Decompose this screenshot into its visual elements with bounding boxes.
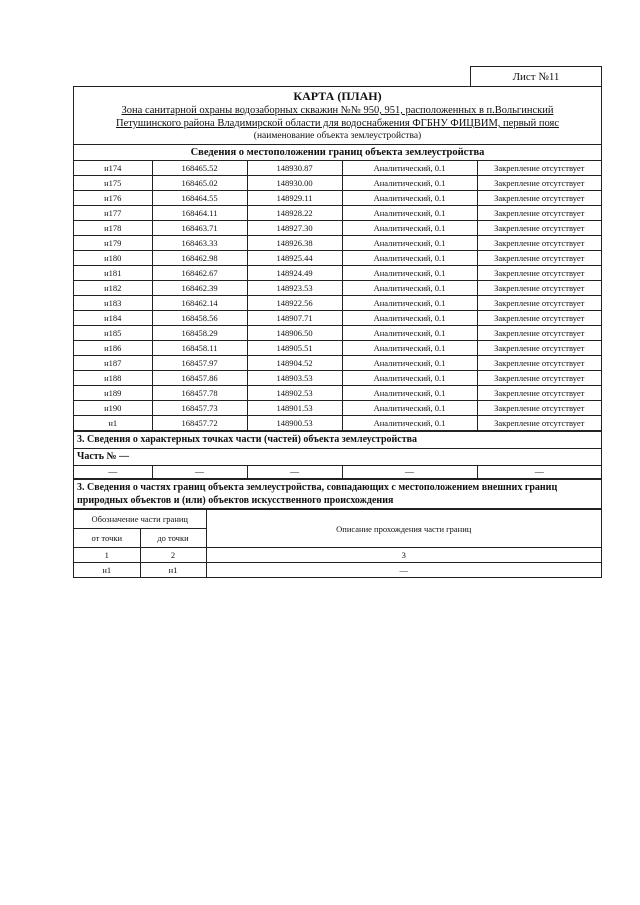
point-id-cell: н181 — [74, 266, 152, 281]
point-id-cell: н182 — [74, 281, 152, 296]
boundary-points-table — [74, 161, 601, 431]
table-row — [74, 296, 601, 311]
fixation-cell: Закрепление отсутствует — [477, 386, 601, 401]
y-coordinate-cell: 148906.50 — [247, 326, 342, 341]
point-id-cell: н186 — [74, 341, 152, 356]
point-id-cell: н1 — [74, 416, 152, 431]
part-cell: — — [152, 466, 247, 479]
method-accuracy-cell: Аналитический, 0.1 — [342, 251, 477, 266]
table-row — [74, 311, 601, 326]
part-points-row — [74, 466, 601, 479]
x-coordinate-cell: 168463.33 — [152, 236, 247, 251]
table-row — [74, 251, 601, 266]
x-coordinate-cell: 168462.67 — [152, 266, 247, 281]
x-coordinate-cell: 168464.55 — [152, 191, 247, 206]
x-coordinate-cell: 168465.02 — [152, 176, 247, 191]
fixation-cell: Закрепление отсутствует — [477, 281, 601, 296]
object-name-line-1: Зона санитарной охраны водозаборных скважин №№ 950, 951, расположенных в п.Вольгинский — [121, 105, 554, 116]
fixation-cell: Закрепление отсутствует — [477, 251, 601, 266]
y-coordinate-cell: 148905.51 — [247, 341, 342, 356]
y-coordinate-cell: 148924.49 — [247, 266, 342, 281]
natural-boundaries-heading: 3. Сведения о частях границ объекта землеустройства, совпадающих с местоположением внешних границ природных объектов и (или) объектов искусственного происхождения — [74, 479, 601, 509]
y-coordinate-cell: 148930.87 — [247, 161, 342, 176]
point-id-cell: н189 — [74, 386, 152, 401]
table-row — [74, 386, 601, 401]
method-accuracy-cell: Аналитический, 0.1 — [342, 176, 477, 191]
x-coordinate-cell: 168465.52 — [152, 161, 247, 176]
table-row — [74, 206, 601, 221]
part-number-label: Часть № — — [77, 451, 130, 462]
x-coordinate-cell: 168457.78 — [152, 386, 247, 401]
method-accuracy-cell: Аналитический, 0.1 — [342, 206, 477, 221]
x-coordinate-cell: 168458.29 — [152, 326, 247, 341]
y-coordinate-cell: 148925.44 — [247, 251, 342, 266]
method-accuracy-cell: Аналитический, 0.1 — [342, 221, 477, 236]
fixation-cell: Закрепление отсутствует — [477, 296, 601, 311]
part-cell: — — [477, 466, 601, 479]
fixation-cell: Закрепление отсутствует — [477, 356, 601, 371]
fixation-cell: Закрепление отсутствует — [477, 371, 601, 386]
x-coordinate-cell: 168463.71 — [152, 221, 247, 236]
x-coordinate-cell: 168457.97 — [152, 356, 247, 371]
to-point-header: до точки — [140, 529, 206, 548]
boundary-location-heading: Сведения о местоположении границ объекта землеустройства — [74, 145, 601, 161]
fixation-cell: Закрепление отсутствует — [477, 266, 601, 281]
table-row — [74, 563, 601, 578]
y-coordinate-cell: 148923.53 — [247, 281, 342, 296]
fixation-cell: Закрепление отсутствует — [477, 311, 601, 326]
fixation-cell: Закрепление отсутствует — [477, 341, 601, 356]
from-point-header: от точки — [74, 529, 140, 548]
method-accuracy-cell: Аналитический, 0.1 — [342, 161, 477, 176]
point-id-cell: н179 — [74, 236, 152, 251]
document-title: КАРТА (ПЛАН) — [293, 89, 382, 103]
table-row — [74, 266, 601, 281]
y-coordinate-cell: 148927.30 — [247, 221, 342, 236]
point-id-cell: н188 — [74, 371, 152, 386]
boundary-description-header: Описание прохождения части границ — [206, 510, 601, 548]
x-coordinate-cell: 168457.73 — [152, 401, 247, 416]
column-number: 3 — [206, 548, 601, 563]
table-row — [74, 161, 601, 176]
object-name-caption: (наименование объекта землеустройства) — [253, 131, 422, 141]
point-id-cell: н184 — [74, 311, 152, 326]
from-point-cell: н1 — [74, 563, 140, 578]
table-row — [74, 416, 601, 431]
method-accuracy-cell: Аналитический, 0.1 — [342, 296, 477, 311]
fixation-cell: Закрепление отсутствует — [477, 401, 601, 416]
point-id-cell: н180 — [74, 251, 152, 266]
document-frame — [73, 86, 602, 578]
x-coordinate-cell: 168457.72 — [152, 416, 247, 431]
table-row — [74, 191, 601, 206]
y-coordinate-cell: 148928.22 — [247, 206, 342, 221]
method-accuracy-cell: Аналитический, 0.1 — [342, 386, 477, 401]
method-accuracy-cell: Аналитический, 0.1 — [342, 311, 477, 326]
y-coordinate-cell: 148904.52 — [247, 356, 342, 371]
table-row — [74, 176, 601, 191]
y-coordinate-cell: 148926.38 — [247, 236, 342, 251]
method-accuracy-cell: Аналитический, 0.1 — [342, 191, 477, 206]
fixation-cell: Закрепление отсутствует — [477, 416, 601, 431]
table-row — [74, 326, 601, 341]
table-row — [74, 281, 601, 296]
y-coordinate-cell: 148903.53 — [247, 371, 342, 386]
fixation-cell: Закрепление отсутствует — [477, 191, 601, 206]
fixation-cell: Закрепление отсутствует — [477, 326, 601, 341]
part-cell: — — [247, 466, 342, 479]
table-row — [74, 236, 601, 251]
method-accuracy-cell: Аналитический, 0.1 — [342, 371, 477, 386]
point-id-cell: н178 — [74, 221, 152, 236]
object-name-line-2: Петушинского района Владимирской области для водоснабжения ФГБНУ ФИЦВИМ, первый пояс — [115, 118, 559, 129]
y-coordinate-cell: 148900.53 — [247, 416, 342, 431]
x-coordinate-cell: 168464.11 — [152, 206, 247, 221]
column-number: 1 — [74, 548, 140, 563]
method-accuracy-cell: Аналитический, 0.1 — [342, 281, 477, 296]
table-row — [74, 401, 601, 416]
point-id-cell: н187 — [74, 356, 152, 371]
x-coordinate-cell: 168462.14 — [152, 296, 247, 311]
y-coordinate-cell: 148907.71 — [247, 311, 342, 326]
part-points-heading: 3. Сведения о характерных точках части (частей) объекта землеустройства — [74, 431, 601, 449]
x-coordinate-cell: 168462.98 — [152, 251, 247, 266]
method-accuracy-cell: Аналитический, 0.1 — [342, 401, 477, 416]
method-accuracy-cell: Аналитический, 0.1 — [342, 356, 477, 371]
method-accuracy-cell: Аналитический, 0.1 — [342, 236, 477, 251]
table-row — [74, 221, 601, 236]
fixation-cell: Закрепление отсутствует — [477, 161, 601, 176]
y-coordinate-cell: 148922.56 — [247, 296, 342, 311]
y-coordinate-cell: 148929.11 — [247, 191, 342, 206]
x-coordinate-cell: 168458.56 — [152, 311, 247, 326]
sheet-number: Лист №11 — [470, 66, 602, 86]
to-point-cell: н1 — [140, 563, 206, 578]
method-accuracy-cell: Аналитический, 0.1 — [342, 341, 477, 356]
description-cell: — — [206, 563, 601, 578]
point-id-cell: н174 — [74, 161, 152, 176]
point-id-cell: н176 — [74, 191, 152, 206]
x-coordinate-cell: 168458.11 — [152, 341, 247, 356]
boundary-part-designation-header: Обозначение части границ — [74, 510, 206, 529]
method-accuracy-cell: Аналитический, 0.1 — [342, 416, 477, 431]
point-id-cell: н177 — [74, 206, 152, 221]
part-points-table — [74, 465, 601, 479]
table-row — [74, 371, 601, 386]
y-coordinate-cell: 148930.00 — [247, 176, 342, 191]
fixation-cell: Закрепление отсутствует — [477, 206, 601, 221]
point-id-cell: н185 — [74, 326, 152, 341]
method-accuracy-cell: Аналитический, 0.1 — [342, 326, 477, 341]
part-cell: — — [74, 466, 152, 479]
point-id-cell: н175 — [74, 176, 152, 191]
title-block — [74, 87, 601, 145]
table-row — [74, 341, 601, 356]
method-accuracy-cell: Аналитический, 0.1 — [342, 266, 477, 281]
y-coordinate-cell: 148901.53 — [247, 401, 342, 416]
table-row — [74, 356, 601, 371]
natural-boundaries-table — [74, 509, 601, 577]
x-coordinate-cell: 168462.39 — [152, 281, 247, 296]
part-cell: — — [342, 466, 477, 479]
fixation-cell: Закрепление отсутствует — [477, 176, 601, 191]
point-id-cell: н190 — [74, 401, 152, 416]
x-coordinate-cell: 168457.86 — [152, 371, 247, 386]
column-number: 2 — [140, 548, 206, 563]
y-coordinate-cell: 148902.53 — [247, 386, 342, 401]
fixation-cell: Закрепление отсутствует — [477, 221, 601, 236]
point-id-cell: н183 — [74, 296, 152, 311]
fixation-cell: Закрепление отсутствует — [477, 236, 601, 251]
